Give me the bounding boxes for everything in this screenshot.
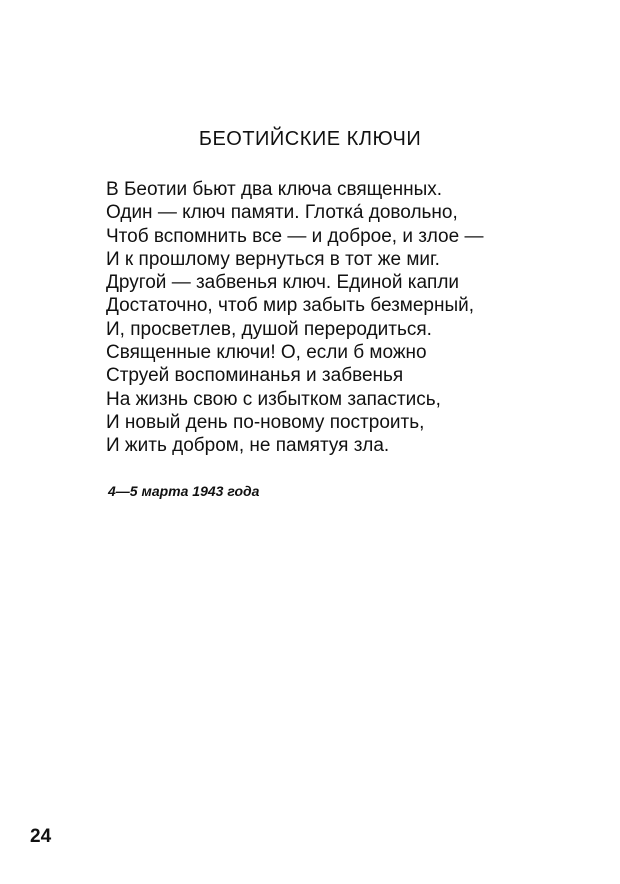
poem-line: Чтоб вспомнить все — и доброе, и злое — — [106, 225, 484, 247]
poem-line: И новый день по-новому построить, — [106, 411, 425, 433]
poem-line: На жизнь свою с избытком запастись, — [106, 388, 441, 410]
poem-title: БЕОТИЙСКИЕ КЛЮЧИ — [198, 128, 422, 150]
poem-line: Другой — забвенья ключ. Единой капли — [106, 272, 460, 294]
poem-line: Струей воспоминанья и забвенья — [106, 365, 404, 387]
poem-line: Священные ключи! О, если б можно — [106, 342, 427, 364]
poem-line: Один — ключ памяти. Глотка́ довольно, — [106, 202, 458, 224]
poem-line: И, просветлев, душой переродиться. — [106, 318, 432, 340]
poem-line: И к прошлому вернуться в тот же миг. — [106, 248, 440, 270]
poem-line: И жить добром, не памятуя зла. — [106, 435, 390, 457]
poem-line: Достаточно, чтоб мир забыть безмерный, — [106, 295, 475, 317]
poem-date: 4—5 марта 1943 года — [108, 483, 260, 499]
poem-line: В Беотии бьют два ключа священных. — [106, 179, 443, 200]
page-number: 24 — [30, 826, 52, 847]
poem-body — [106, 178, 596, 458]
